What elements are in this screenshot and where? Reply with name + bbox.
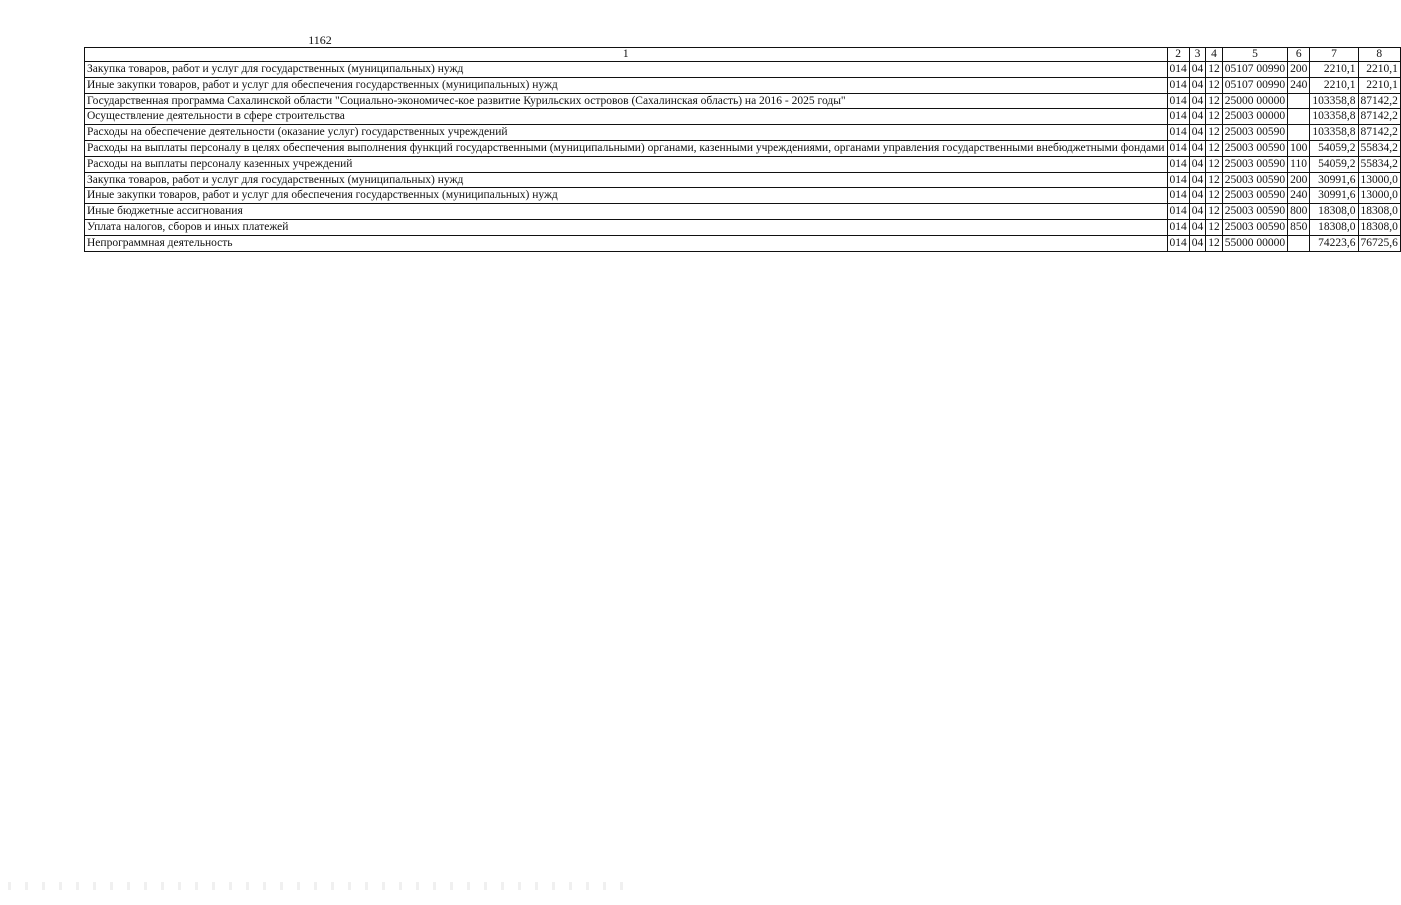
target-article-cell: 25003 00590 [1222, 219, 1287, 235]
amount-year-1-cell: 54059,2 [1310, 156, 1358, 172]
subsection-code-cell: 12 [1206, 77, 1223, 93]
ministry-code-cell: 014 [1167, 93, 1189, 109]
section-code-cell: 04 [1189, 188, 1206, 204]
amount-year-2-cell: 2210,1 [1358, 77, 1400, 93]
subsection-code-cell: 12 [1206, 188, 1223, 204]
amount-year-1-cell: 18308,0 [1310, 219, 1358, 235]
target-article-cell: 25003 00590 [1222, 172, 1287, 188]
amount-year-1-cell: 2210,1 [1310, 77, 1358, 93]
amount-year-2-cell: 18308,0 [1358, 204, 1400, 220]
expense-type-cell: 850 [1288, 219, 1310, 235]
page-number: 1162 [308, 33, 332, 47]
target-article-cell: 25003 00590 [1222, 156, 1287, 172]
column-header-3: 3 [1189, 48, 1206, 62]
table-row [85, 219, 1401, 235]
amount-year-1-cell: 103358,8 [1310, 109, 1358, 125]
expense-type-cell: 800 [1288, 204, 1310, 220]
column-number-header-row [85, 48, 1401, 62]
expense-type-cell [1288, 93, 1310, 109]
expense-name-cell: Иные бюджетные ассигнования [85, 204, 1168, 220]
target-article-cell: 25000 00000 [1222, 93, 1287, 109]
expense-name-cell: Иные закупки товаров, работ и услуг для обеспечения государственных (муниципальных) нужд [85, 77, 1168, 93]
amount-year-2-cell: 76725,6 [1358, 235, 1400, 251]
table-row [85, 188, 1401, 204]
ministry-code-cell: 014 [1167, 109, 1189, 125]
expense-name-cell: Расходы на выплаты персоналу в целях обеспечения выполнения функций государственными (муниципальными) органами, казенными учреждениями, органами управления государственными внебюджетными фондами [85, 140, 1168, 156]
section-code-cell: 04 [1189, 235, 1206, 251]
ministry-code-cell: 014 [1167, 188, 1189, 204]
amount-year-2-cell: 87142,2 [1358, 93, 1400, 109]
section-code-cell: 04 [1189, 77, 1206, 93]
expense-type-cell: 240 [1288, 77, 1310, 93]
target-article-cell: 25003 00590 [1222, 188, 1287, 204]
section-code-cell: 04 [1189, 172, 1206, 188]
subsection-code-cell: 12 [1206, 109, 1223, 125]
amount-year-2-cell: 2210,1 [1358, 62, 1400, 78]
section-code-cell: 04 [1189, 219, 1206, 235]
table-row [85, 140, 1401, 156]
target-article-cell: 25003 00590 [1222, 125, 1287, 141]
table-row [85, 125, 1401, 141]
amount-year-2-cell: 13000,0 [1358, 172, 1400, 188]
amount-year-1-cell: 30991,6 [1310, 172, 1358, 188]
table-row [85, 93, 1401, 109]
subsection-code-cell: 12 [1206, 235, 1223, 251]
subsection-code-cell: 12 [1206, 204, 1223, 220]
expense-type-cell: 200 [1288, 62, 1310, 78]
ministry-code-cell: 014 [1167, 172, 1189, 188]
section-code-cell: 04 [1189, 204, 1206, 220]
expense-name-cell: Иные закупки товаров, работ и услуг для обеспечения государственных (муниципальных) нужд [85, 188, 1168, 204]
subsection-code-cell: 12 [1206, 93, 1223, 109]
scan-artifact-strip [8, 882, 628, 890]
section-code-cell: 04 [1189, 62, 1206, 78]
target-article-cell: 05107 00990 [1222, 77, 1287, 93]
target-article-cell: 25003 00000 [1222, 109, 1287, 125]
column-header-4: 4 [1206, 48, 1223, 62]
amount-year-2-cell: 55834,2 [1358, 140, 1400, 156]
table-row [85, 235, 1401, 251]
table-row [85, 77, 1401, 93]
amount-year-1-cell: 30991,6 [1310, 188, 1358, 204]
target-article-cell: 25003 00590 [1222, 140, 1287, 156]
table-row [85, 204, 1401, 220]
expense-name-cell: Расходы на обеспечение деятельности (оказание услуг) государственных учреждений [85, 125, 1168, 141]
amount-year-1-cell: 54059,2 [1310, 140, 1358, 156]
amount-year-2-cell: 18308,0 [1358, 219, 1400, 235]
expense-name-cell: Расходы на выплаты персоналу казенных учреждений [85, 156, 1168, 172]
expense-name-cell: Непрограммная деятельность [85, 235, 1168, 251]
amount-year-1-cell: 2210,1 [1310, 62, 1358, 78]
column-header-2: 2 [1167, 48, 1189, 62]
expense-type-cell: 200 [1288, 172, 1310, 188]
subsection-code-cell: 12 [1206, 140, 1223, 156]
target-article-cell: 55000 00000 [1222, 235, 1287, 251]
subsection-code-cell: 12 [1206, 219, 1223, 235]
budget-table [84, 47, 1401, 252]
subsection-code-cell: 12 [1206, 172, 1223, 188]
ministry-code-cell: 014 [1167, 219, 1189, 235]
expense-type-cell [1288, 125, 1310, 141]
section-code-cell: 04 [1189, 140, 1206, 156]
ministry-code-cell: 014 [1167, 156, 1189, 172]
table-row [85, 109, 1401, 125]
ministry-code-cell: 014 [1167, 235, 1189, 251]
amount-year-2-cell: 55834,2 [1358, 156, 1400, 172]
expense-type-cell [1288, 235, 1310, 251]
column-header-7: 7 [1310, 48, 1358, 62]
column-header-6: 6 [1288, 48, 1310, 62]
ministry-code-cell: 014 [1167, 204, 1189, 220]
target-article-cell: 25003 00590 [1222, 204, 1287, 220]
subsection-code-cell: 12 [1206, 62, 1223, 78]
section-code-cell: 04 [1189, 156, 1206, 172]
section-code-cell: 04 [1189, 125, 1206, 141]
ministry-code-cell: 014 [1167, 125, 1189, 141]
expense-name-cell: Уплата налогов, сборов и иных платежей [85, 219, 1168, 235]
section-code-cell: 04 [1189, 93, 1206, 109]
column-header-1: 1 [85, 48, 1168, 62]
table-row [85, 156, 1401, 172]
subsection-code-cell: 12 [1206, 156, 1223, 172]
expense-name-cell: Закупка товаров, работ и услуг для государственных (муниципальных) нужд [85, 62, 1168, 78]
column-header-8: 8 [1358, 48, 1400, 62]
amount-year-2-cell: 87142,2 [1358, 125, 1400, 141]
subsection-code-cell: 12 [1206, 125, 1223, 141]
expense-type-cell [1288, 109, 1310, 125]
table-row [85, 172, 1401, 188]
expense-type-cell: 240 [1288, 188, 1310, 204]
column-header-5: 5 [1222, 48, 1287, 62]
section-code-cell: 04 [1189, 109, 1206, 125]
table-row [85, 62, 1401, 78]
amount-year-1-cell: 103358,8 [1310, 125, 1358, 141]
target-article-cell: 05107 00990 [1222, 62, 1287, 78]
amount-year-2-cell: 13000,0 [1358, 188, 1400, 204]
ministry-code-cell: 014 [1167, 77, 1189, 93]
expense-name-cell: Закупка товаров, работ и услуг для государственных (муниципальных) нужд [85, 172, 1168, 188]
ministry-code-cell: 014 [1167, 62, 1189, 78]
amount-year-2-cell: 87142,2 [1358, 109, 1400, 125]
amount-year-1-cell: 18308,0 [1310, 204, 1358, 220]
expense-type-cell: 110 [1288, 156, 1310, 172]
expense-type-cell: 100 [1288, 140, 1310, 156]
expense-name-cell: Государственная программа Сахалинской области "Социально-экономичес-кое развитие Курильских островов (Сахалинская область) на 2016 - 2025 годы" [85, 93, 1168, 109]
amount-year-1-cell: 103358,8 [1310, 93, 1358, 109]
ministry-code-cell: 014 [1167, 140, 1189, 156]
amount-year-1-cell: 74223,6 [1310, 235, 1358, 251]
expense-name-cell: Осуществление деятельности в сфере строительства [85, 109, 1168, 125]
